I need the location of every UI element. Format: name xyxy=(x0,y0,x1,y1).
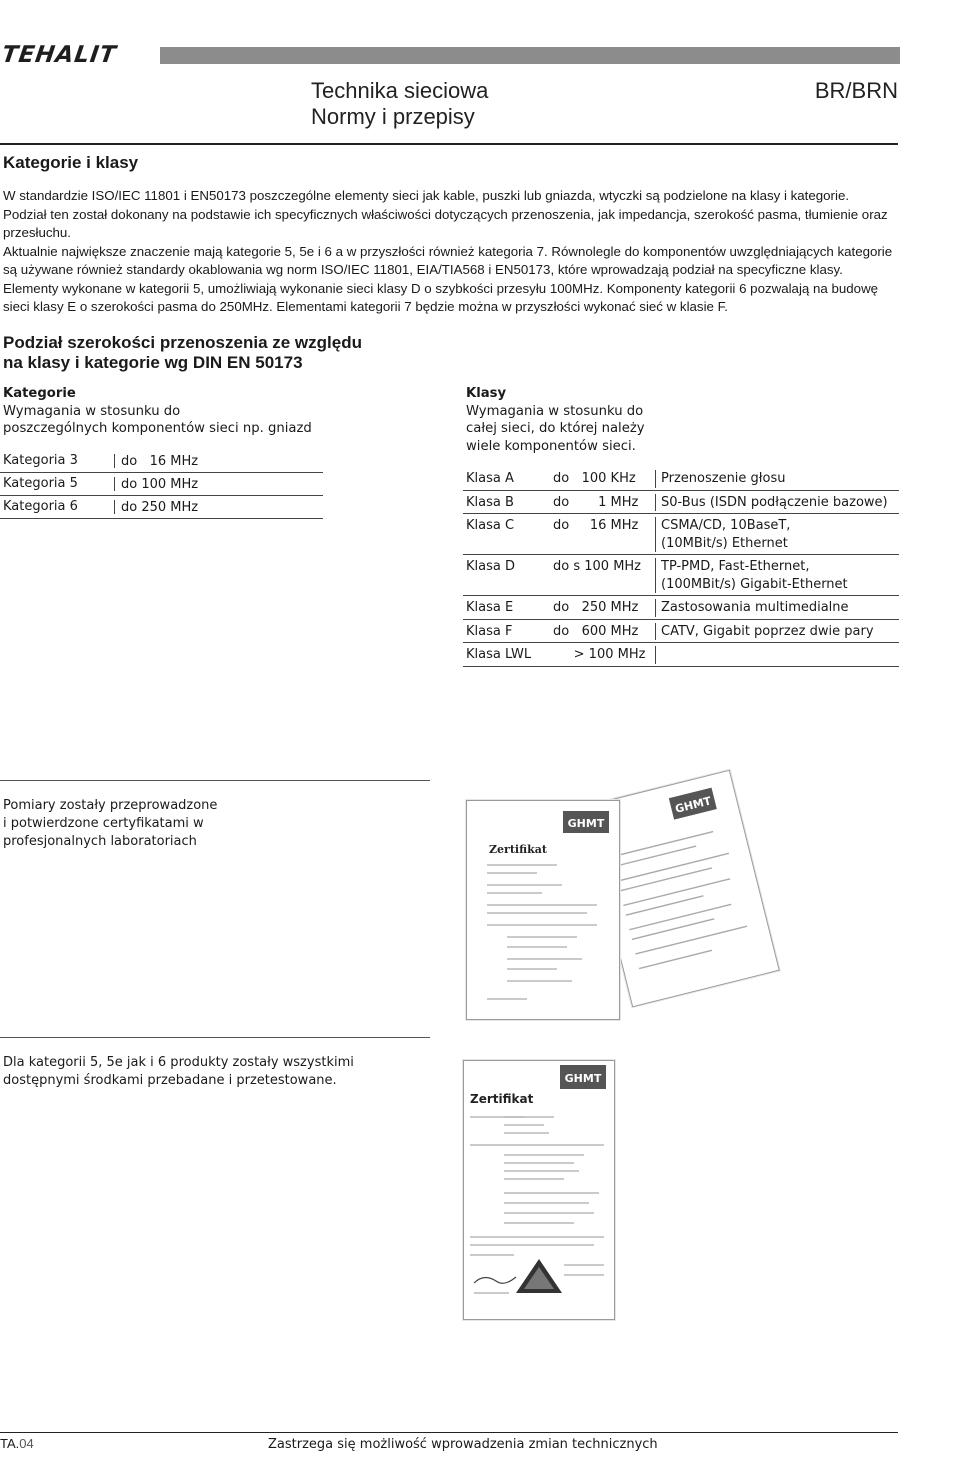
class-description-line: S0-Bus (ISDN podłączenie bazowe) xyxy=(661,494,888,510)
certificates-image-1 xyxy=(460,780,900,1030)
brand-logo: TEHALIT xyxy=(0,42,119,68)
section-title: Kategorie i klasy xyxy=(3,153,139,172)
table-row xyxy=(0,496,323,519)
classes-heading: Klasy xyxy=(466,386,507,401)
class-description xyxy=(655,599,899,617)
classes-desc-line-2: całej sieci, do której należy xyxy=(466,421,645,436)
category-value: do 100 MHz xyxy=(121,476,199,492)
table-heading-line-1: Podział szerokości przenoszenia ze względu xyxy=(3,333,362,352)
category-name: Kategoria 6 xyxy=(0,500,115,514)
certificate-single xyxy=(463,1060,615,1320)
svg-text:GHMT: GHMT xyxy=(564,1072,602,1085)
caption-tested xyxy=(0,1037,430,1090)
caption-measurements xyxy=(0,780,430,851)
table-row xyxy=(463,620,899,644)
class-value: do 16 MHz xyxy=(553,518,639,533)
category-value: do 250 MHz xyxy=(121,499,199,515)
class-value: do 250 MHz xyxy=(553,600,639,615)
class-description xyxy=(655,470,899,488)
class-name: Klasa B xyxy=(466,494,514,510)
category-name: Kategoria 5 xyxy=(0,477,115,491)
category-name: Kategoria 3 xyxy=(0,454,115,468)
caption-line: dostępnymi środkami przebadane i przetestowane. xyxy=(3,1073,337,1088)
caption-line: Pomiary zostały przeprowadzone xyxy=(3,798,218,813)
class-name: Klasa D xyxy=(466,559,515,574)
footer-divider xyxy=(0,1432,898,1433)
class-name: Klasa F xyxy=(466,623,513,639)
document-code: BR/BRN xyxy=(814,78,898,103)
categories-heading: Kategorie xyxy=(3,386,76,401)
class-value: do 100 KHz xyxy=(553,471,636,486)
page-number xyxy=(0,1436,34,1451)
categories-desc-line-1: Wymagania w stosunku do xyxy=(3,403,181,419)
class-description-line: TP-PMD, Fast-Ethernet, xyxy=(661,559,810,574)
classes-desc-line-1: Wymagania w stosunku do xyxy=(466,403,644,419)
table-row xyxy=(463,514,899,555)
caption-line: i potwierdzone certyfikatami w xyxy=(3,816,204,831)
table-row xyxy=(463,491,899,515)
table-row xyxy=(463,643,899,667)
header-divider xyxy=(0,143,898,145)
table-row xyxy=(463,555,899,596)
table-heading xyxy=(3,333,423,373)
class-description-line: Zastosowania multimedialne xyxy=(661,600,849,615)
class-description-line: CATV, Gigabit poprzez dwie pary xyxy=(661,623,874,639)
class-description xyxy=(655,558,899,593)
table-row xyxy=(463,467,899,491)
class-name: Klasa C xyxy=(466,518,515,533)
table-heading-line-2: na klasy i kategorie wg DIN EN 50173 xyxy=(3,353,303,372)
class-name: Klasa A xyxy=(466,471,514,486)
table-row xyxy=(0,473,323,496)
class-description xyxy=(655,517,899,552)
class-description-line: (10MBit/s) Ethernet xyxy=(661,535,788,551)
categories-header xyxy=(3,385,333,438)
table-row xyxy=(463,596,899,620)
class-description xyxy=(655,494,899,512)
cert-title: Zertifikat xyxy=(470,1092,534,1106)
intro-paragraph-2: Aktualnie największe znaczenie mają kategorie 5, 5e i 6 a w przyszłości również kategoria 7. Równolegle do komponentów uwzględniających kategorie są używane również standardy okablowania wg norm ISO/IEC 11801, EIA/TIA568 i EN50173, które wprowadzają podział na specyficzne klasy. Elementy wykonane w kategorii 5, umożliwiają wykonanie sieci klasy D o szybkości przesyłu 100MHz. Komponenty kategorii 6 pozwalają na budowę sieci klasy E o szerokości pasma do 250MHz. Elementami kategorii 7 będzie można w przyszłości wykonać sieć w klasie F. xyxy=(3,243,893,314)
table-row xyxy=(0,450,323,473)
caption-line: Dla kategorii 5, 5e jak i 6 produkty zostały wszystkimi xyxy=(3,1055,354,1070)
categories-desc-line-2: poszczególnych komponentów sieci np. gniazd xyxy=(3,421,312,436)
svg-text:GHMT: GHMT xyxy=(673,794,713,816)
certificate-front-graphic xyxy=(467,801,619,1019)
document-title xyxy=(311,78,488,130)
certificate-front xyxy=(466,800,620,1020)
class-value: > 100 MHz xyxy=(553,647,646,662)
class-description xyxy=(655,623,899,641)
class-value: do s 100 MHz xyxy=(553,559,642,574)
classes-table xyxy=(463,467,899,667)
svg-text:GHMT: GHMT xyxy=(567,817,605,830)
cert-title: Zertifikat xyxy=(489,843,547,856)
category-value: do 16 MHz xyxy=(121,453,199,469)
header-bar xyxy=(160,47,900,64)
class-value: do 600 MHz xyxy=(553,623,639,639)
class-description-line: Przenoszenie głosu xyxy=(661,471,786,486)
class-description-line: (100MBit/s) Gigabit-Ethernet xyxy=(661,576,848,592)
class-name: Klasa E xyxy=(466,600,514,615)
classes-desc-line-3: wiele komponentów sieci. xyxy=(466,438,636,454)
caption-line: profesjonalnych laboratoriach xyxy=(3,834,197,849)
intro-paragraph-1: W standardzie ISO/IEC 11801 i EN50173 poszczególne elementy sieci jak kable, puszki lub gniazda, wtyczki są podzielone na klasy i kategorie. Podział ten został dokonany na podstawie ich specyficznych właściwości dotyczących przenoszenia, jak impedancja, szerokość pasma, tłumienie oraz przesłuchu. xyxy=(3,188,888,240)
title-line-1: Technika sieciowa xyxy=(311,78,489,103)
class-name: Klasa LWL xyxy=(466,647,532,662)
title-line-2: Normy i przepisy xyxy=(311,104,475,129)
classes-header xyxy=(466,385,796,455)
class-description xyxy=(655,646,899,664)
intro-text xyxy=(3,187,895,317)
page-index: 04 xyxy=(19,1436,34,1451)
certificate-single-graphic xyxy=(464,1061,614,1319)
footer-note: Zastrzega się możliwość wprowadzenia zmian technicznych xyxy=(268,1437,658,1452)
class-value: do 1 MHz xyxy=(553,494,639,510)
class-description-line: CSMA/CD, 10BaseT, xyxy=(661,518,791,533)
categories-table xyxy=(0,450,323,519)
page-prefix: TA. xyxy=(0,1436,20,1451)
